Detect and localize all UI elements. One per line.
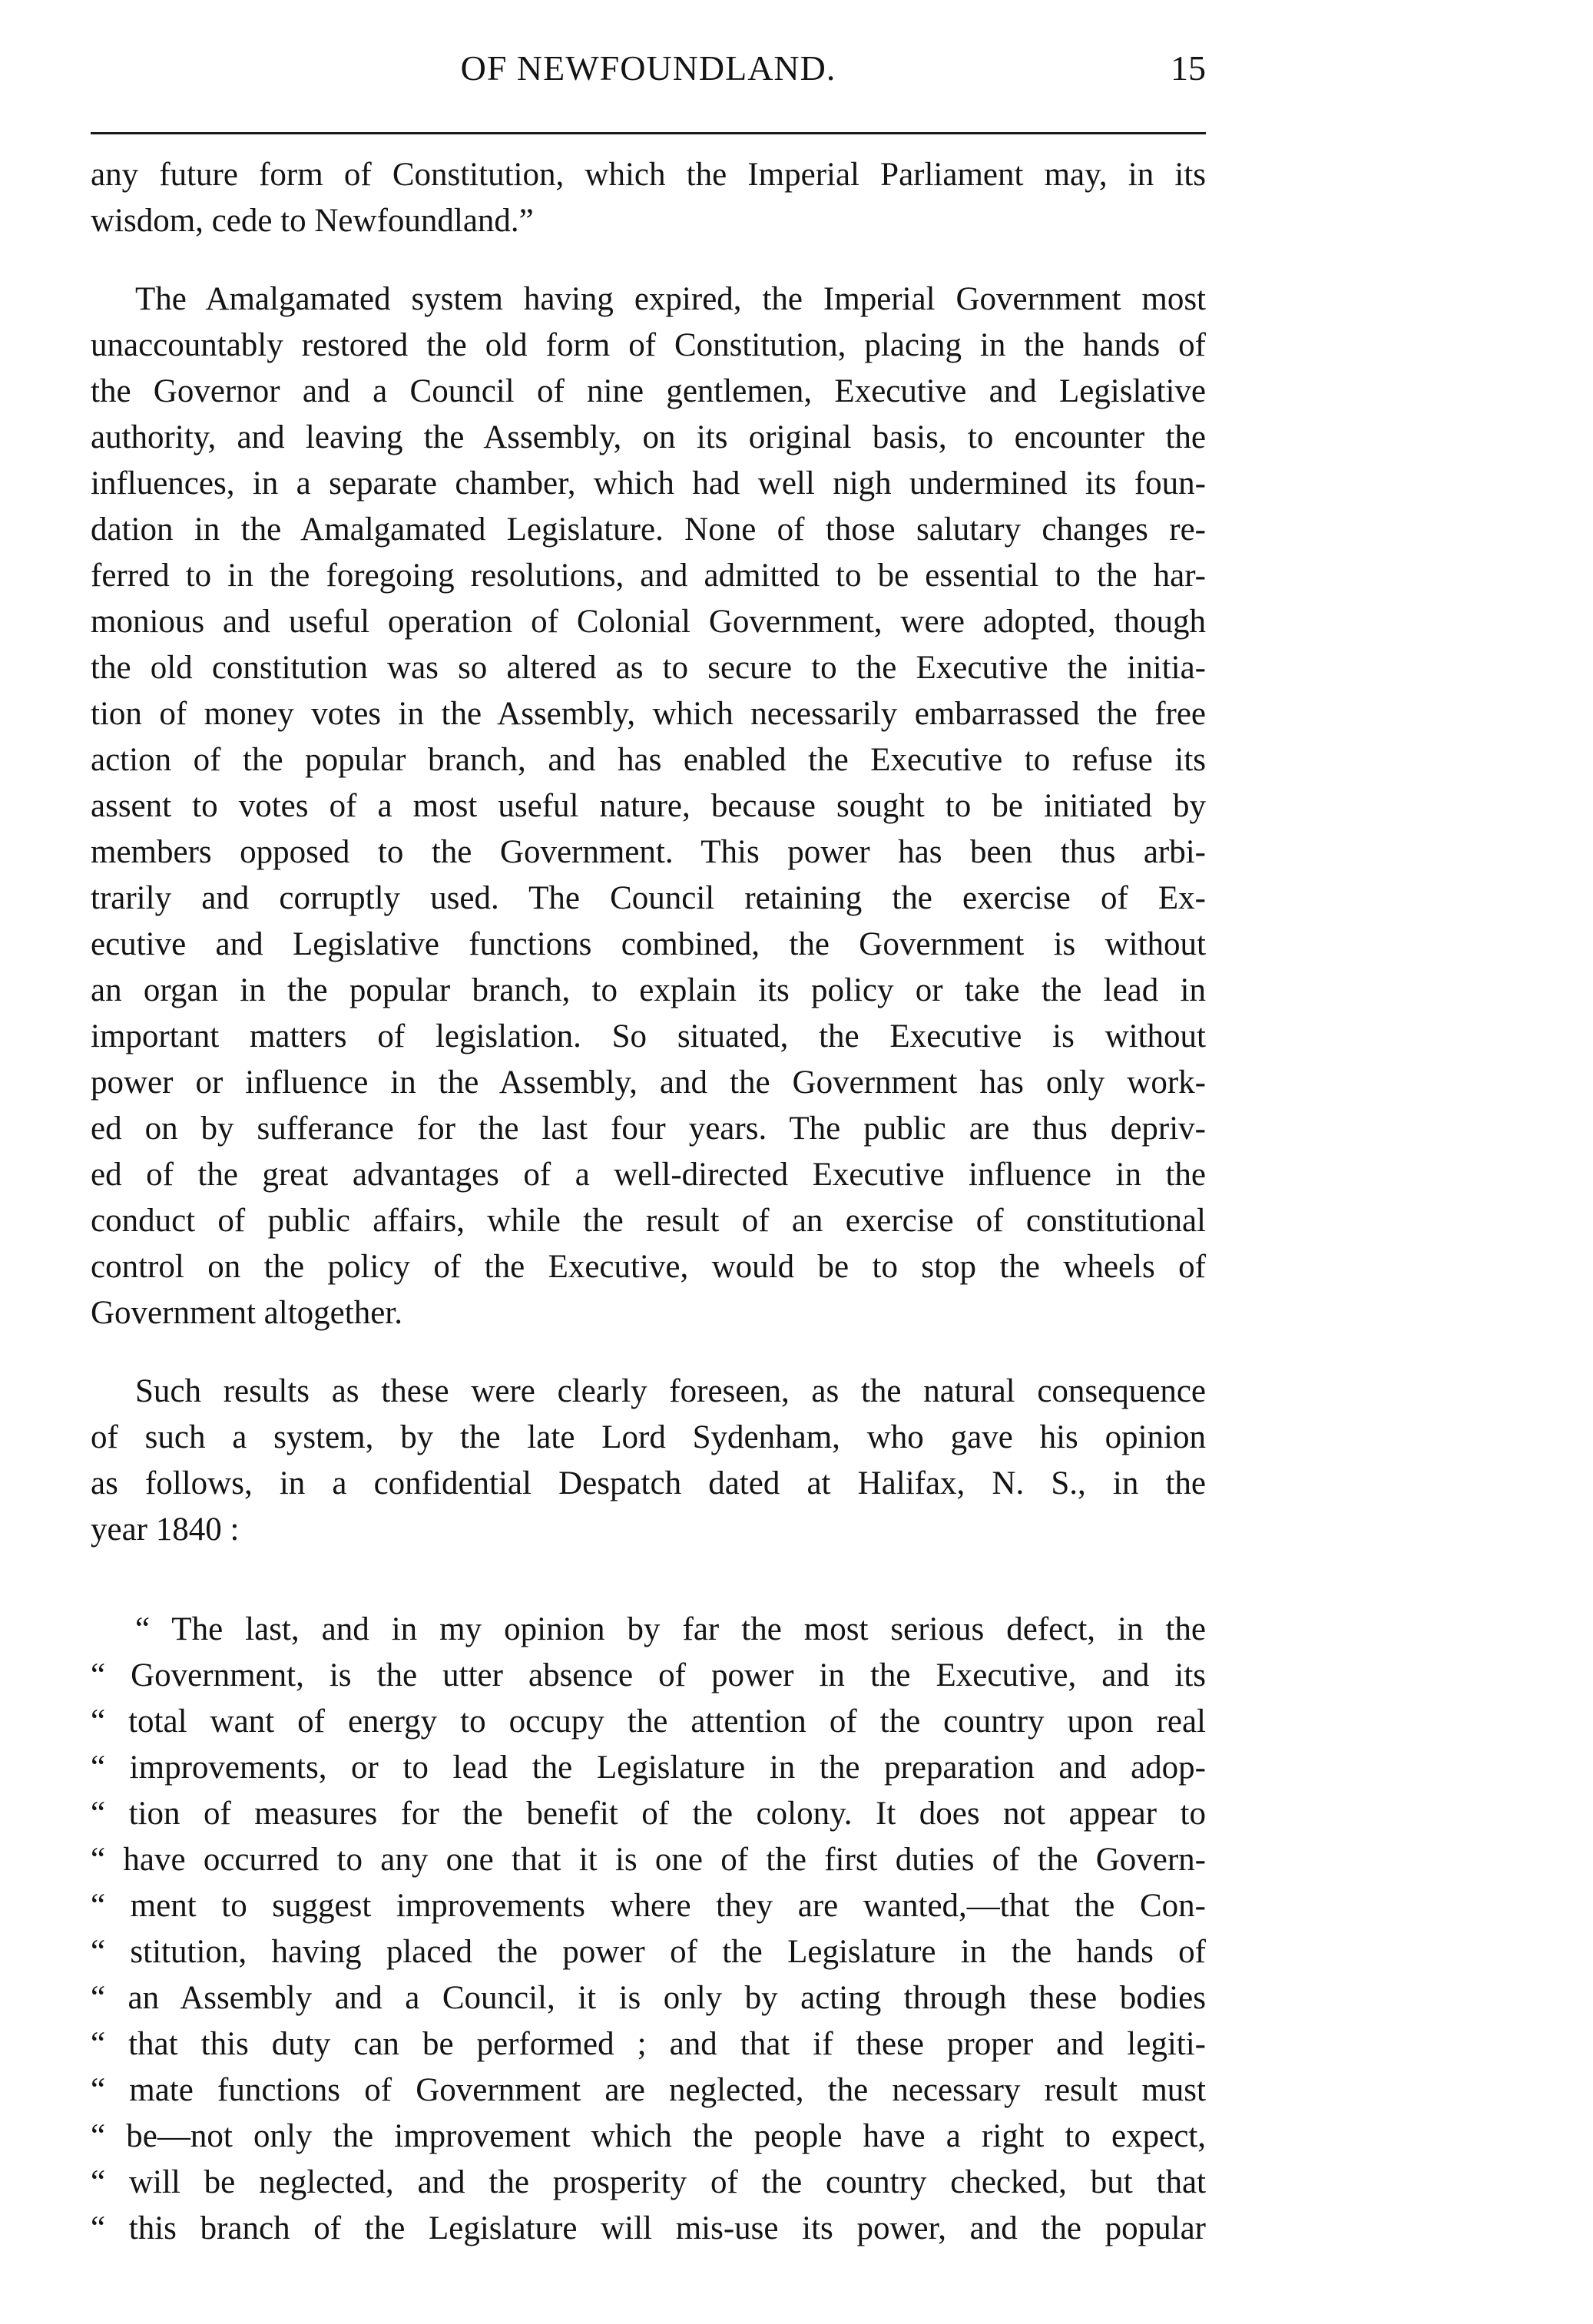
text-line: important matters of legislation. So situated, the Executive is without	[91, 1018, 1206, 1054]
text-line: members opposed to the Government. This power has been thus arbi-	[91, 834, 1206, 870]
text-line: ed on by sufferance for the last four years. The public are thus depriv-	[91, 1111, 1206, 1147]
text-line: year 1840 :	[91, 1511, 240, 1548]
text-line: wisdom, cede to Newfoundland.”	[91, 203, 534, 239]
page-number: 15	[1171, 48, 1206, 88]
text-line: ed of the great advantages of a well-directed Executive influence in the	[91, 1157, 1206, 1193]
text-line: action of the popular branch, and has enabled the Executive to refuse its	[91, 742, 1206, 778]
text-line: Government altogether.	[91, 1295, 402, 1331]
text-line: as follows, in a confidential Despatch dated at Halifax, N. S., in the	[91, 1465, 1206, 1501]
quote-line: “ improvements, or to lead the Legislature in the preparation and adop-	[91, 1750, 1206, 1786]
text-line: ecutive and Legislative functions combined, the Government is without	[91, 926, 1206, 962]
quote-line: “ tion of measures for the benefit of the colony. It does not appear to	[91, 1796, 1206, 1832]
paragraph-sydenham-intro	[91, 1369, 1206, 1553]
quote-line: “ that this duty can be performed ; and that if these proper and legiti-	[91, 2026, 1206, 2062]
text-line: dation in the Amalgamated Legislature. None of those salutary changes re-	[91, 511, 1206, 548]
text-line: the Governor and a Council of nine gentlemen, Executive and Legislative	[91, 373, 1206, 409]
text-line: authority, and leaving the Assembly, on its original basis, to encounter the	[91, 419, 1206, 455]
text-line: monious and useful operation of Colonial Government, were adopted, though	[91, 604, 1206, 640]
text-line: The Amalgamated system having expired, the Imperial Government most	[135, 281, 1206, 317]
text-line: assent to votes of a most useful nature, because sought to be initiated by	[91, 788, 1206, 824]
text-line: tion of money votes in the Assembly, which necessarily embarrassed the free	[91, 696, 1206, 732]
quote-line: “ mate functions of Government are neglected, the necessary result must	[91, 2072, 1206, 2108]
paragraph-continuation	[91, 152, 1206, 244]
text-line: Such results as these were clearly foreseen, as the natural consequence	[135, 1373, 1206, 1409]
quote-line: “ this branch of the Legislature will mis-use its power, and the popular	[91, 2210, 1206, 2246]
text-line: the old constitution was so altered as to secure to the Executive the initia-	[91, 650, 1206, 686]
text-line: power or influence in the Assembly, and the Government has only work-	[91, 1064, 1206, 1101]
body-text	[91, 152, 1206, 2252]
text-line: unaccountably restored the old form of Constitution, placing in the hands of	[91, 327, 1206, 363]
quote-line: “ The last, and in my opinion by far the most serious defect, in the	[135, 1611, 1206, 1647]
text-line: of such a system, by the late Lord Sydenham, who gave his opinion	[91, 1419, 1206, 1455]
quote-line: “ total want of energy to occupy the attention of the country upon real	[91, 1703, 1206, 1740]
text-line: ferred to in the foregoing resolutions, and admitted to be essential to the har-	[91, 558, 1206, 594]
running-head	[91, 48, 1206, 94]
text-line: control on the policy of the Executive, would be to stop the wheels of	[91, 1249, 1206, 1285]
quote-line: “ stitution, having placed the power of the Legislature in the hands of	[91, 1934, 1206, 1970]
text-line: influences, in a separate chamber, which had well nigh undermined its foun-	[91, 465, 1206, 502]
text-line: an organ in the popular branch, to explain its policy or take the lead in	[91, 972, 1206, 1008]
header-rule	[91, 132, 1206, 134]
quote-line: “ an Assembly and a Council, it is only by acting through these bodies	[91, 1980, 1206, 2016]
block-quote-sydenham-despatch	[91, 1607, 1206, 2252]
text-line: any future form of Constitution, which the Imperial Parliament may, in its	[91, 157, 1206, 193]
quote-line: “ Government, is the utter absence of power in the Executive, and its	[91, 1657, 1206, 1693]
text-line: trarily and corruptly used. The Council retaining the exercise of Ex-	[91, 880, 1206, 916]
quote-line: “ ment to suggest improvements where they are wanted,—that the Con-	[91, 1888, 1206, 1924]
quote-line: “ be—not only the improvement which the people have a right to expect,	[91, 2118, 1206, 2154]
text-line: conduct of public affairs, while the result of an exercise of constitutional	[91, 1203, 1206, 1239]
quote-line: “ have occurred to any one that it is one of the first duties of the Govern-	[91, 1842, 1206, 1878]
quote-line: “ will be neglected, and the prosperity of the country checked, but that	[91, 2164, 1206, 2200]
paragraph-amalgamated-system	[91, 276, 1206, 1336]
running-head-title: OF NEWFOUNDLAND.	[460, 48, 836, 88]
